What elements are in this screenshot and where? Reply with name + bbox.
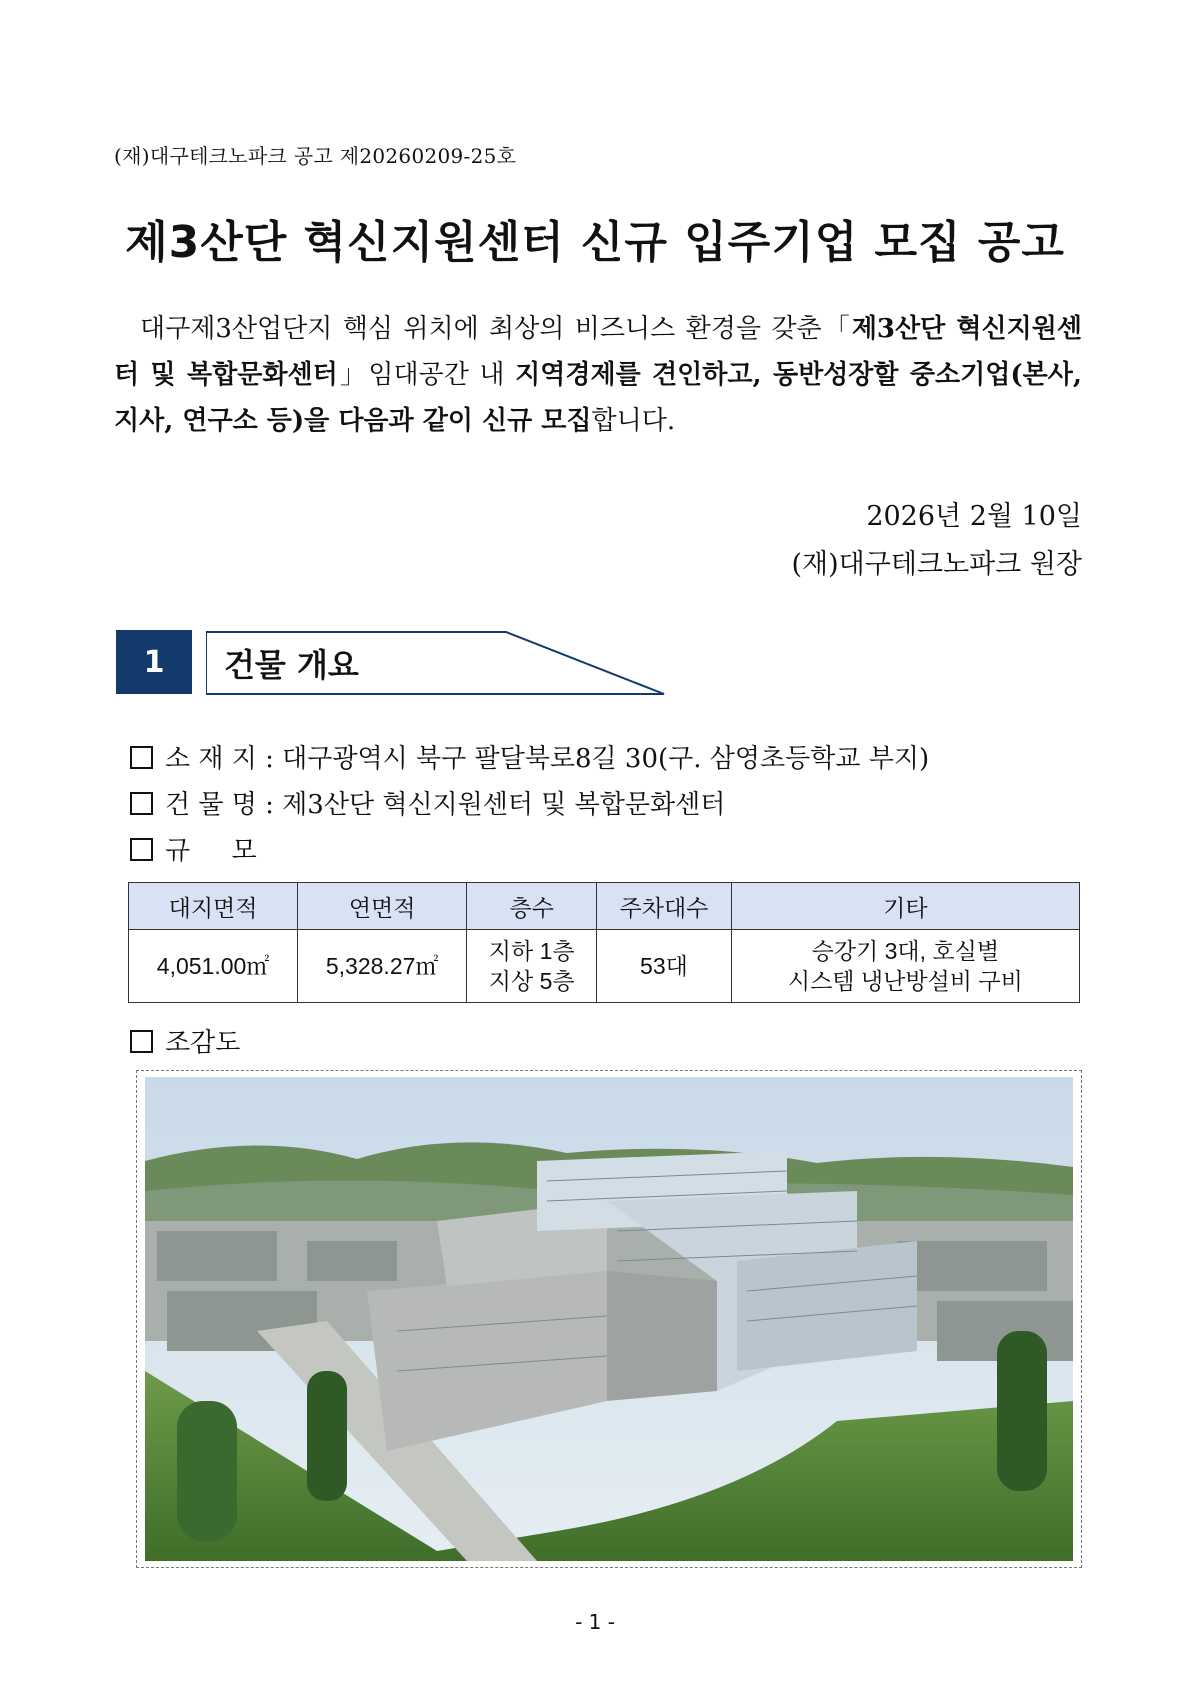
building-rendering-frame <box>136 1070 1082 1568</box>
table-header-row <box>129 883 1080 930</box>
checkbox-icon <box>130 1030 153 1053</box>
intro-part1: 대구제3산업단지 핵심 위치에 최상의 비즈니스 환경을 갖춘「 <box>140 314 852 344</box>
cell-etc <box>731 930 1079 1003</box>
floors-basement: 지하 1층 <box>488 938 575 964</box>
checkbox-icon <box>130 838 153 861</box>
location-label: 소 재 지 : <box>165 744 283 774</box>
issuer-name: (재)대구테크노파크 원장 <box>791 549 1082 580</box>
intro-paragraph <box>114 306 1082 444</box>
floors-above: 지상 5층 <box>488 968 575 994</box>
notice-number: (재)대구테크노파크 공고 제20260209-25호 <box>114 144 517 168</box>
header-floors: 층수 <box>467 883 597 930</box>
intro-part1-bold: 제3산단 혁신지원센터 및 복합문화센터 <box>114 314 1082 390</box>
building-label: 건 물 명 : <box>165 790 283 820</box>
rendering-item <box>130 1022 240 1059</box>
notice-date: 2026년 2월 10일 <box>866 501 1082 532</box>
section-number: 1 <box>116 630 192 694</box>
location-item <box>130 738 929 775</box>
etc-line2: 시스템 냉난방설비 구비 <box>787 968 1023 994</box>
location-value: 대구광역시 북구 팔달북로8길 30(구. 삼영초등학교 부지) <box>282 744 930 774</box>
cell-floor-area: 5,328.27㎡ <box>298 930 467 1003</box>
header-etc: 기타 <box>731 883 1079 930</box>
page-title: 제3산단 혁신지원센터 신규 입주기업 모집 공고 <box>125 217 1065 268</box>
scale-table <box>128 882 1080 1003</box>
intro-part2: 」임대공간 내 <box>337 360 516 390</box>
intro-part3: 합니다. <box>591 406 676 436</box>
header-floor-area: 연면적 <box>298 883 467 930</box>
intro-part2-bold: 지역경제를 견인하고, 동반성장할 중소기업(본사, 지사, 연구소 등)을 다음과 같이 신규 모집 <box>114 360 1082 436</box>
etc-line1: 승강기 3대, 호실별 <box>811 938 1000 964</box>
page-number: - 1 - <box>575 1610 615 1634</box>
cell-floors <box>467 930 597 1003</box>
building-rendering-image <box>137 1071 1081 1567</box>
checkbox-icon <box>130 746 153 769</box>
scale-item <box>130 830 257 867</box>
checkbox-icon <box>130 792 153 815</box>
building-name-item <box>130 784 725 821</box>
cell-site-area: 4,051.00㎡ <box>129 930 298 1003</box>
header-site-area: 대지면적 <box>129 883 298 930</box>
header-parking: 주차대수 <box>597 883 731 930</box>
cell-parking: 53대 <box>597 930 731 1003</box>
section-title: 건물 개요 <box>224 646 359 684</box>
scale-label: 규 모 <box>165 836 257 866</box>
rendering-label: 조감도 <box>165 1028 241 1058</box>
building-value: 제3산단 혁신지원센터 및 복합문화센터 <box>282 790 726 820</box>
table-row <box>129 930 1080 1003</box>
